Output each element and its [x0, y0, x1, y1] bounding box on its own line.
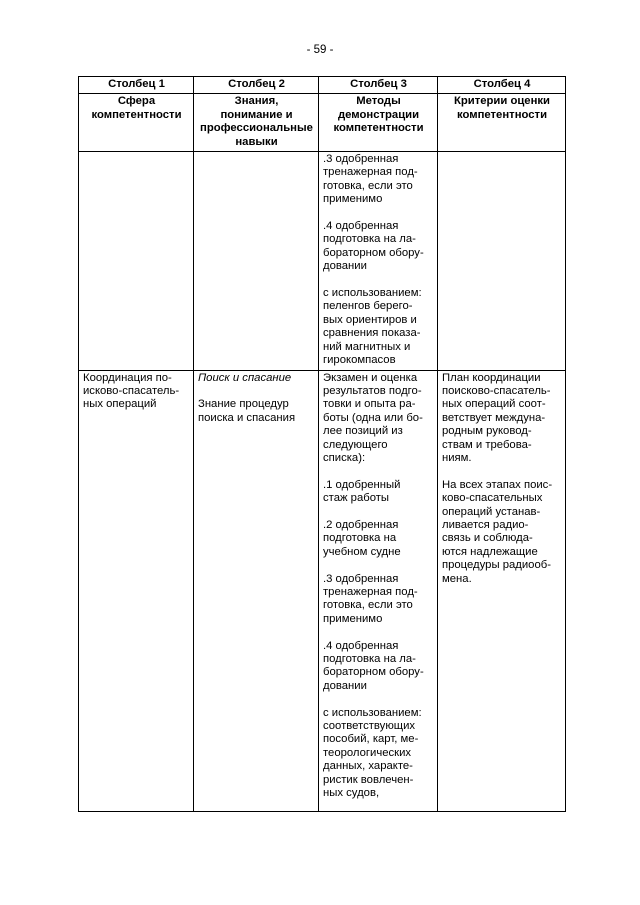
- criteria-item: План координации поисково-спасатель- ных операций соот- ветствует междуна- родным руковод- ствам и требова- ниям.: [442, 371, 551, 464]
- knowledge-text: Знание процедур поиска и спасания: [198, 398, 296, 424]
- column-number: Столбец 2: [194, 77, 319, 94]
- method-item: .3 одобренная тренажерная под- готовка, если это применимо: [323, 153, 418, 206]
- knowledge-cell: [194, 370, 319, 811]
- competence-cell: Координация по- исково-спасатель- ных операций: [79, 370, 194, 811]
- method-item: .4 одобренная подготовка на ла- бораторном обору- довании: [323, 220, 424, 273]
- table-cell-methods: [319, 370, 438, 811]
- table-row-continued: [79, 152, 566, 370]
- table-cell: [438, 152, 566, 370]
- method-item: с использованием: соответствующих пособий, карт, ме- теорологических данных, характе- ристик вовлечен- ных судов,: [323, 706, 422, 800]
- page-number: - 59 -: [306, 44, 334, 56]
- table-cell: [194, 152, 319, 370]
- competence-table: [78, 76, 566, 812]
- method-item: .3 одобренная тренажерная под- готовка, если это применимо: [323, 572, 418, 625]
- table-cell: [79, 152, 194, 370]
- column-header-row: [79, 94, 566, 152]
- knowledge-heading: Поиск и спасание: [198, 371, 292, 384]
- criteria-cell: [438, 370, 566, 811]
- method-item: .1 одобренный стаж работы: [323, 478, 401, 505]
- table-cell-methods: [319, 152, 438, 370]
- table-row-search-rescue: [79, 370, 566, 811]
- method-item: .2 одобренная подготовка на учебном судне: [323, 518, 401, 558]
- method-item: .4 одобренная подготовка на ла- бораторном обору- довании: [323, 639, 424, 692]
- column-header: Сфера компетентности: [79, 94, 194, 152]
- column-number-row: [79, 77, 566, 94]
- criteria-item: На всех этапах поис- ково-спасательных операций устанав- ливается радио- связь и соблюда- ются надлежащие процедуры радиооб- мена.: [442, 478, 553, 585]
- column-number: Столбец 3: [319, 77, 438, 94]
- method-item: Экзамен и оценка результатов подго- товки и опыта ра- боты (одна или бо- лее позиций из следующего списка):: [323, 371, 423, 464]
- method-item: с использованием: пеленгов берего- вых ориентиров и сравнения показа- ний магнитных и гирокомпасов: [323, 287, 422, 367]
- column-header: Знания, понимание и профессиональные навыки: [194, 94, 319, 152]
- column-number: Столбец 1: [79, 77, 194, 94]
- column-header: Критерии оценки компетентности: [438, 94, 566, 152]
- column-header: Методы демонстрации компетентности: [319, 94, 438, 152]
- column-number: Столбец 4: [438, 77, 566, 94]
